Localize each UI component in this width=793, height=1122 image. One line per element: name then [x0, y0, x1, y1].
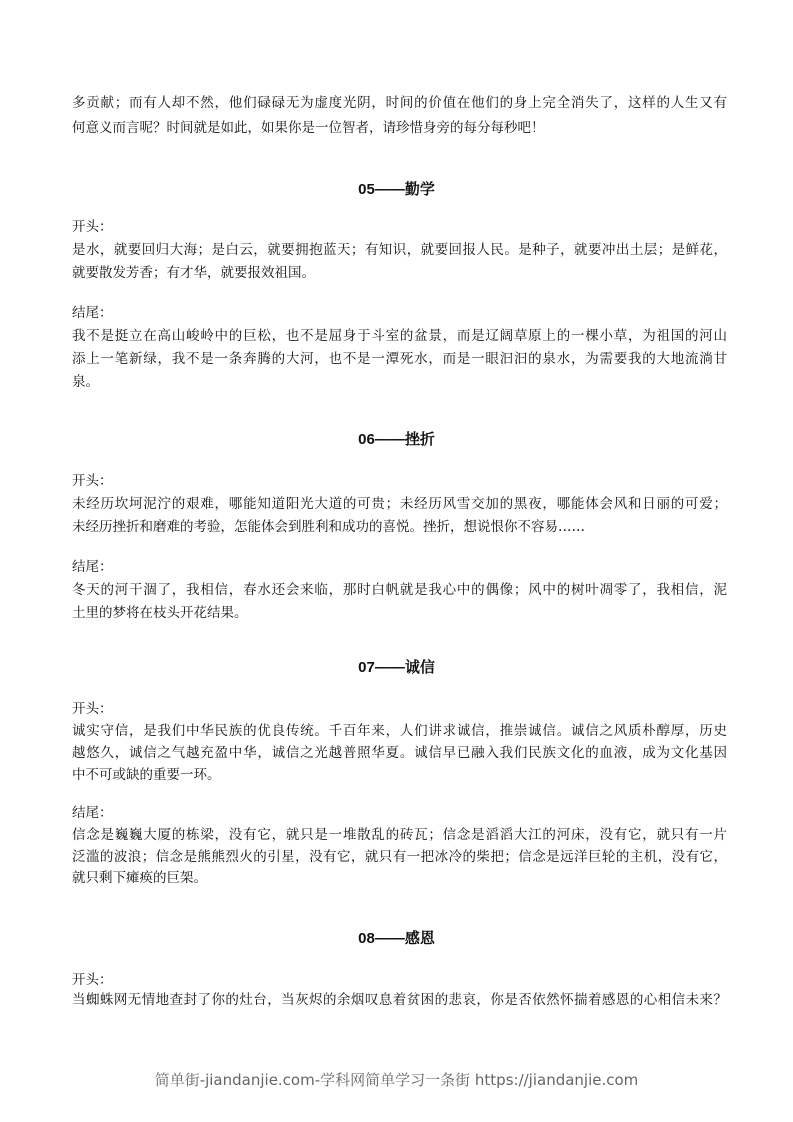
footer-watermark: 简单街-jiandanjie.com-学科网简单学习一条街 https://jiandanjie.com: [154, 1071, 639, 1089]
section-heading: 05——勤学: [358, 181, 435, 198]
intro-line: 多贡献；而有人却不然，他们碌碌无为虚度光阴，时间的价值在他们的身上完全消失了，这样的人生又有: [72, 95, 727, 111]
ending-label: 结尾：: [72, 805, 113, 821]
ending-line: 泛滥的波浪；信念是熊熊烈火的引星，没有它，就只有一把冰冷的柴把；信念是远洋巨轮的主机，没有它，: [72, 849, 727, 865]
opening-line: 未经历坎坷泥泞的艰难，哪能知道阳光大道的可贵；未经历风雪交加的黑夜，哪能体会风和日丽的可爱；: [72, 496, 727, 512]
ending-line: 添上一笔新绿，我不是一条奔腾的大河，也不是一潭死水，而是一眼汩汩的泉水，为需要我的大地流淌甘: [72, 351, 727, 367]
ending-line: 就只剩下瘫痪的巨架。: [72, 870, 207, 886]
opening-line: 越悠久，诚信之气越充盈中华，诚信之光越普照华夏。诚信早已融入我们民族文化的血液，成为文化基因: [72, 745, 727, 761]
ending-line: 我不是挺立在高山峻岭中的巨松，也不是屈身于斗室的盆景，而是辽阔草原上的一棵小草，为祖国的河山: [72, 328, 727, 344]
opening-label: 开头：: [72, 701, 113, 717]
opening-line: 诚实守信，是我们中华民族的优良传统。千百年来，人们讲求诚信，推崇诚信。诚信之风质朴醇厚，历史: [72, 723, 727, 739]
ending-line: 泉。: [72, 374, 99, 390]
ending-line: 信念是巍巍大厦的栋梁，没有它，就只是一堆散乱的砖瓦；信念是滔滔大江的河床，没有它，就只有一片: [72, 827, 727, 843]
opening-line: 当蜘蛛网无情地查封了你的灶台，当灰烬的余烟叹息着贫困的悲哀，你是否依然怀揣着感恩的心相信未来？: [72, 992, 727, 1008]
opening-line: 未经历挫折和磨难的考验，怎能体会到胜利和成功的喜悦。挫折，想说恨你不容易……: [72, 519, 585, 535]
opening-line: 就要散发芳香；有才华，就要报效祖国。: [72, 265, 315, 281]
opening-line: 中不可或缺的重要一环。: [72, 767, 221, 783]
ending-line: 冬天的河干涸了，我相信，春水还会来临，那时白帆就是我心中的偶像；风中的树叶凋零了，我相信，泥: [72, 582, 727, 598]
ending-line: 土里的梦将在枝头开花结果。: [72, 605, 248, 621]
opening-line: 是水，就要回归大海；是白云，就要拥抱蓝天；有知识，就要回报人民。是种子，就要冲出土层；是鲜花，: [72, 242, 727, 258]
section-heading: 08——感恩: [358, 930, 435, 947]
ending-label: 结尾：: [72, 305, 113, 321]
section-heading: 06——挫折: [358, 431, 435, 448]
opening-label: 开头：: [72, 473, 113, 489]
intro-line: 何意义而言呢？时间就是如此，如果你是一位智者，请珍惜身旁的每分每秒吧！: [72, 120, 545, 136]
section-heading: 07——诚信: [358, 659, 435, 676]
opening-label: 开头：: [72, 972, 113, 988]
ending-label: 结尾：: [72, 559, 113, 575]
opening-label: 开头：: [72, 219, 113, 235]
